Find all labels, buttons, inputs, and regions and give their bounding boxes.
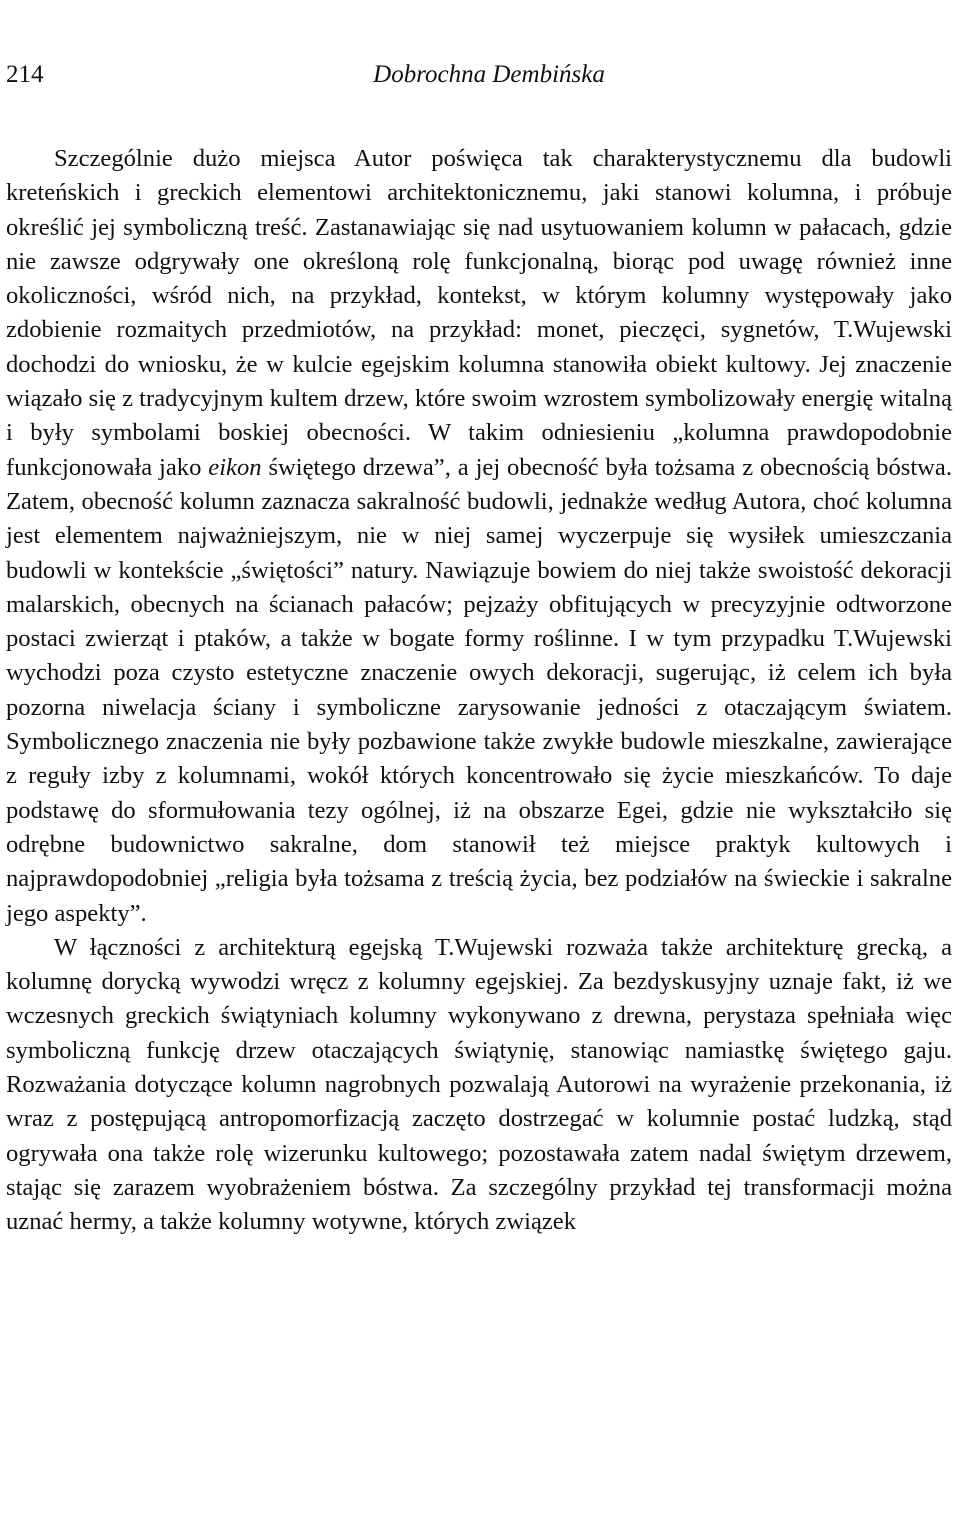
paragraph-text: Szczególnie dużo miejsca Autor poświęca tak charakterystycznemu dla budowli kreteńskich i greckich elementowi architektonicznemu, jaki stanowi kolumna, i próbuje określić jej symboliczną treść. Zastanawiając się nad usytuowaniem kolumn w pałacach, gdzie nie zawsze odgrywały one określoną rolę funkcjonalną, biorąc pod uwagę również inne okoliczności, wśród nich, na przykład, kontekst, w którym kolumny występowały jako zdobienie rozmaitych przedmiotów, na przykład: monet, pieczęci, sygnetów, T.Wujewski dochodzi do wniosku, że w kulcie egejskim kolumna stanowiła obiekt kultowy. Jej znaczenie wiązało się z tradycyjnym kultem drzew, które swoim wzrostem symbolizowały energię witalną i były symbolami boskiej obecności. W takim odniesieniu „kolumna prawdopodobnie funkcjonowała jako [6,145,952,481]
book-page [6,0,952,1538]
italic-term: eikon [208,453,262,481]
running-head-author: Dobrochna Dembińska [373,61,605,88]
paragraph [6,142,952,931]
paragraph: W łączności z architekturą egejską T.Wujewski rozważa także architekturę grecką, a kolumnę dorycką wywodzi wręcz z kolumny egejskiej. Za bezdyskusyjny uznaje fakt, iż we wczesnych greckich świątyniach kolumny wykonywano z drewna, perystaza spełniała więc symboliczną funkcję drzew otaczających świątynię, stanowiąc namiastkę świętego gaju. Rozważania dotyczące kolumn nagrobnych pozwalają Autorowi na wyrażenie przekonania, iż wraz z postępującą antropomorfizacją zaczęto dostrzegać w kolumnie postać ludzką, stąd ogrywała ona także rolę wizerunku kultowego; pozostawała zatem nadal świętym drzewem, stając się zarazem wyobrażeniem bóstwa. Za szczególny przykład tej transformacji można uznać hermy, a także kolumny wotywne, których związek [6,933,952,1236]
page-number: 214 [6,61,44,88]
running-header [6,60,952,112]
paragraph-text: świętego drzewa”, a jej obecność była tożsama z obecnością bóstwa. Zatem, obecność kolumn zaznacza sakralność budowli, jednakże według Autora, choć kolumna jest elementem najważniejszym, nie w niej samej wyczerpuje się wysiłek umieszczania budowli w kontekście „świętości” natury. Nawiązuje bowiem do niej także swoistość dekoracji malarskich, obecnych na ścianach pałaców; pejzaży obfitujących w precyzyjnie odtworzone postaci zwierząt i ptaków, a także w bogate formy roślinne. I w tym przypadku T.Wujewski wychodzi poza czysto estetyczne znaczenie owych dekoracji, sugerując, iż celem ich była pozorna niwelacja ściany i symboliczne zarysowanie jedności z otaczającym światem. Symbolicznego znaczenia nie były pozbawione także zwykłe budowle mieszkalne, zawierające z reguły izby z kolumnami, wokół których koncentrowało się życie mieszkańców. To daje podstawę do sformułowania tezy ogólnej, iż na obszarze Egei, gdzie nie wykształciło się odrębne budownictwo sakralne, dom stanowił też miejsce praktyk kultowych i najprawdopodobniej „religia była tożsama z treścią życia, bez podziałów na świeckie i sakralne jego aspekty”. [6,453,952,927]
body-text [6,142,952,1240]
